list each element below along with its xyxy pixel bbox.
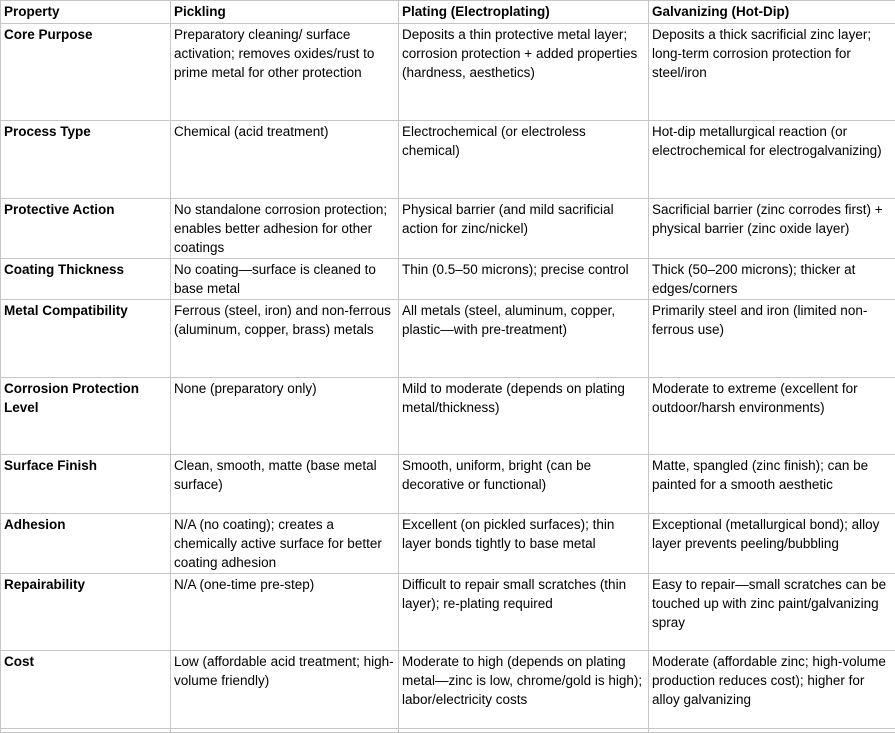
- cell-empty: [399, 729, 649, 733]
- cell-adhesion-plating: Excellent (on pickled surfaces); thin layer bonds tightly to base metal: [399, 514, 649, 574]
- table-row: [1, 651, 895, 729]
- row-label-core-purpose: Core Purpose: [1, 24, 171, 121]
- cell-surface-finish-pickling: Clean, smooth, matte (base metal surface): [171, 455, 399, 514]
- table-row: [1, 378, 895, 455]
- table-row: [1, 574, 895, 651]
- row-label-repairability: Repairability: [1, 574, 171, 651]
- cell-process-type-plating: Electrochemical (or electroless chemical): [399, 121, 649, 199]
- cell-coating-thickness-pickling: No coating—surface is cleaned to base metal: [171, 259, 399, 300]
- table-row-partial: [1, 729, 895, 733]
- cell-adhesion-pickling: N/A (no coating); creates a chemically active surface for better coating adhesion: [171, 514, 399, 574]
- column-header-galvanizing: Galvanizing (Hot-Dip): [649, 1, 895, 24]
- table-row: [1, 300, 895, 378]
- table-row: [1, 514, 895, 574]
- row-label-process-type: Process Type: [1, 121, 171, 199]
- cell-surface-finish-galvanizing: Matte, spangled (zinc finish); can be painted for a smooth aesthetic: [649, 455, 895, 514]
- table-row: [1, 121, 895, 199]
- table-row: [1, 455, 895, 514]
- cell-metal-compatibility-galvanizing: Primarily steel and iron (limited non-ferrous use): [649, 300, 895, 378]
- cell-protective-action-plating: Physical barrier (and mild sacrificial action for zinc/nickel): [399, 199, 649, 259]
- cell-core-purpose-pickling: Preparatory cleaning/ surface activation; removes oxides/rust to prime metal for other protection: [171, 24, 399, 121]
- row-label-protective-action: Protective Action: [1, 199, 171, 259]
- row-label-corrosion-protection-level: Corrosion Protection Level: [1, 378, 171, 455]
- cell-process-type-galvanizing: Hot-dip metallurgical reaction (or electrochemical for electrogalvanizing): [649, 121, 895, 199]
- row-label-adhesion: Adhesion: [1, 514, 171, 574]
- cell-repairability-galvanizing: Easy to repair—small scratches can be touched up with zinc paint/galvanizing spray: [649, 574, 895, 651]
- cell-corrosion-protection-plating: Mild to moderate (depends on plating metal/thickness): [399, 378, 649, 455]
- column-header-plating: Plating (Electroplating): [399, 1, 649, 24]
- cell-coating-thickness-plating: Thin (0.5–50 microns); precise control: [399, 259, 649, 300]
- cell-repairability-plating: Difficult to repair small scratches (thin layer); re-plating required: [399, 574, 649, 651]
- cell-corrosion-protection-galvanizing: Moderate to extreme (excellent for outdoor/harsh environments): [649, 378, 895, 455]
- row-label-cost: Cost: [1, 651, 171, 729]
- cell-empty: [1, 729, 171, 733]
- cell-empty: [649, 729, 895, 733]
- cell-coating-thickness-galvanizing: Thick (50–200 microns); thicker at edges/corners: [649, 259, 895, 300]
- cell-cost-plating: Moderate to high (depends on plating metal—zinc is low, chrome/gold is high); labor/electricity costs: [399, 651, 649, 729]
- column-header-property: Property: [1, 1, 171, 24]
- row-label-metal-compatibility: Metal Compatibility: [1, 300, 171, 378]
- column-header-pickling: Pickling: [171, 1, 399, 24]
- cell-cost-pickling: Low (affordable acid treatment; high-volume friendly): [171, 651, 399, 729]
- cell-process-type-pickling: Chemical (acid treatment): [171, 121, 399, 199]
- row-label-coating-thickness: Coating Thickness: [1, 259, 171, 300]
- cell-cost-galvanizing: Moderate (affordable zinc; high-volume production reduces cost); higher for alloy galvanizing: [649, 651, 895, 729]
- row-label-surface-finish: Surface Finish: [1, 455, 171, 514]
- cell-core-purpose-plating: Deposits a thin protective metal layer; corrosion protection + added properties (hardness, aesthetics): [399, 24, 649, 121]
- table-row: [1, 259, 895, 300]
- cell-metal-compatibility-plating: All metals (steel, aluminum, copper, plastic—with pre-treatment): [399, 300, 649, 378]
- cell-repairability-pickling: N/A (one-time pre-step): [171, 574, 399, 651]
- table-row: [1, 199, 895, 259]
- cell-core-purpose-galvanizing: Deposits a thick sacrificial zinc layer; long-term corrosion protection for steel/iron: [649, 24, 895, 121]
- table-header-row: [1, 1, 895, 24]
- cell-adhesion-galvanizing: Exceptional (metallurgical bond); alloy layer prevents peeling/bubbling: [649, 514, 895, 574]
- cell-metal-compatibility-pickling: Ferrous (steel, iron) and non-ferrous (aluminum, copper, brass) metals: [171, 300, 399, 378]
- cell-protective-action-galvanizing: Sacrificial barrier (zinc corrodes first) + physical barrier (zinc oxide layer): [649, 199, 895, 259]
- cell-protective-action-pickling: No standalone corrosion protection; enables better adhesion for other coatings: [171, 199, 399, 259]
- cell-corrosion-protection-pickling: None (preparatory only): [171, 378, 399, 455]
- table-row: [1, 24, 895, 121]
- cell-surface-finish-plating: Smooth, uniform, bright (can be decorative or functional): [399, 455, 649, 514]
- cell-empty: [171, 729, 399, 733]
